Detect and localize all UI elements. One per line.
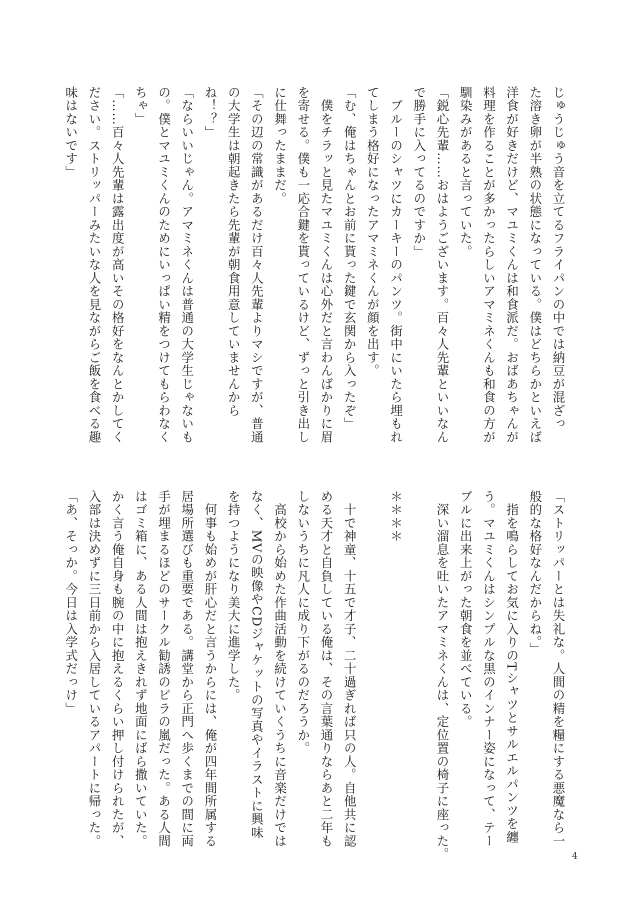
text-line: 十で神童、十五で才子、二十過ぎれば只の人。自他共に認: [342, 490, 358, 848]
text-line: しないうちに凡人に成り下がるのだろうか。: [295, 490, 311, 755]
text-line: 深い溜息を吐いたアマミネくんは、定位置の椅子に座った。: [434, 490, 450, 861]
text-line: 何事も始めが肝心だと言うからには、俺が四年間所属する: [202, 490, 218, 848]
text-line: 入部は決めずに三日前から入居しているアパートに帰った。: [86, 490, 102, 848]
text-line: じゅうじゅう音を立てるフライパンの中では納豆が混ざっ: [551, 86, 566, 431]
text-line: [361, 490, 384, 860]
text-line: ちゃ」: [133, 86, 149, 126]
text-line: 高校から始めた作曲活動を続けていくうちに音楽だけでは: [272, 490, 288, 848]
page-number: 4: [572, 852, 578, 862]
text-line: 味はないです」: [63, 86, 79, 179]
text-line: ださい。ストリッパーみたいな人を見ながらご飯を食べる趣: [86, 86, 102, 444]
text-line: ブルーのシャツにカーキーのパンツ。街中にいたら埋もれ: [388, 86, 404, 444]
text-line: 「あ、そっか。今日は入学式だっけ」: [63, 490, 79, 716]
text-line: 洋食が好きだけど、マユミくんは和食派だ。おばあちゃんが: [504, 86, 520, 444]
text-line: 居場所選びも重要である。講堂から正門へ歩くまでの間に両: [179, 490, 195, 848]
text-line: 「その辺の常識があるだけ百々人先輩よりマシですが、普通: [249, 86, 265, 444]
text-line: なく、MVの映像やCDジャケットの写真やイラストに興味: [249, 490, 265, 840]
text-line: に仕舞ったままだ。: [272, 86, 288, 206]
text-line: を持つようになり美大に進学した。: [226, 490, 242, 702]
text-block-lower: [60, 490, 570, 860]
text-line: の大学生は朝起きたら先輩が朝食用意していませんから: [226, 86, 242, 418]
text-line: 「ストリッパーとは失礼な。人間の精を糧にする悪魔なら一: [551, 490, 566, 848]
text-line: 指を鳴らしてお気に入りのTシャツとサルエルパンツを纏: [504, 490, 520, 844]
text-line: た溶き卵が半熟の状態になっている。僕はどちらかといえば: [527, 86, 543, 444]
text-line: で勝手に入ってるのですか」: [411, 86, 427, 259]
text-block-upper: [60, 86, 570, 456]
text-line: う。マユミくんはシンプルな黒のインナー姿になって、テー: [481, 490, 497, 848]
text-line: 僕をチラッと見たマユミくんは心外だと言わんばかりに眉: [318, 86, 334, 444]
text-line: はゴミ箱に、ある人間は抱えきれず地面にばら撒いていた。: [133, 490, 149, 848]
text-line: かく言う俺自身も腕の中に抱えるくらい押し付けられたが、: [110, 490, 126, 848]
text-line: ブルに出来上がった朝食を並べている。: [458, 490, 474, 729]
text-line: 料理を作ることが多かったらしいアマミネくんも和食の方が: [481, 86, 497, 444]
text-line: 「……百々人先輩は露出度が高いその格好をなんとかしてく: [110, 86, 126, 444]
text-line: 「鋭心先輩……おはようございます。百々人先輩といいなん: [434, 86, 450, 444]
text-line: 手が埋まるほどのサークル勧誘のビラの嵐だった。ある人間: [156, 490, 172, 848]
text-line: 馴染みがあると言っていた。: [458, 86, 474, 259]
text-line: 「む、俺はちゃんとお前に貰った鍵で玄関から入ったぞ」: [342, 86, 358, 431]
text-line: 「ならいいじゃん。アマミネくんは普通の大学生じゃないも: [179, 86, 195, 444]
text-line: てしまう格好になったアマミネくんが顔を出す。: [365, 86, 381, 378]
text-line: ね！？」: [202, 86, 218, 139]
text-line: の。僕とマユミくんのためにいっぱい精をつけてもらわなく: [156, 86, 172, 444]
text-line: を寄せる。僕も一応合鍵を貰っているけど、ずっと引き出し: [295, 86, 311, 444]
text-line: 般的な格好なんだからね。」: [527, 490, 543, 657]
text-line: ＊＊＊＊: [388, 490, 404, 543]
text-line: [408, 490, 431, 860]
text-line: める天才と自負している俺は、その言葉通りならあと二年も: [318, 490, 334, 848]
